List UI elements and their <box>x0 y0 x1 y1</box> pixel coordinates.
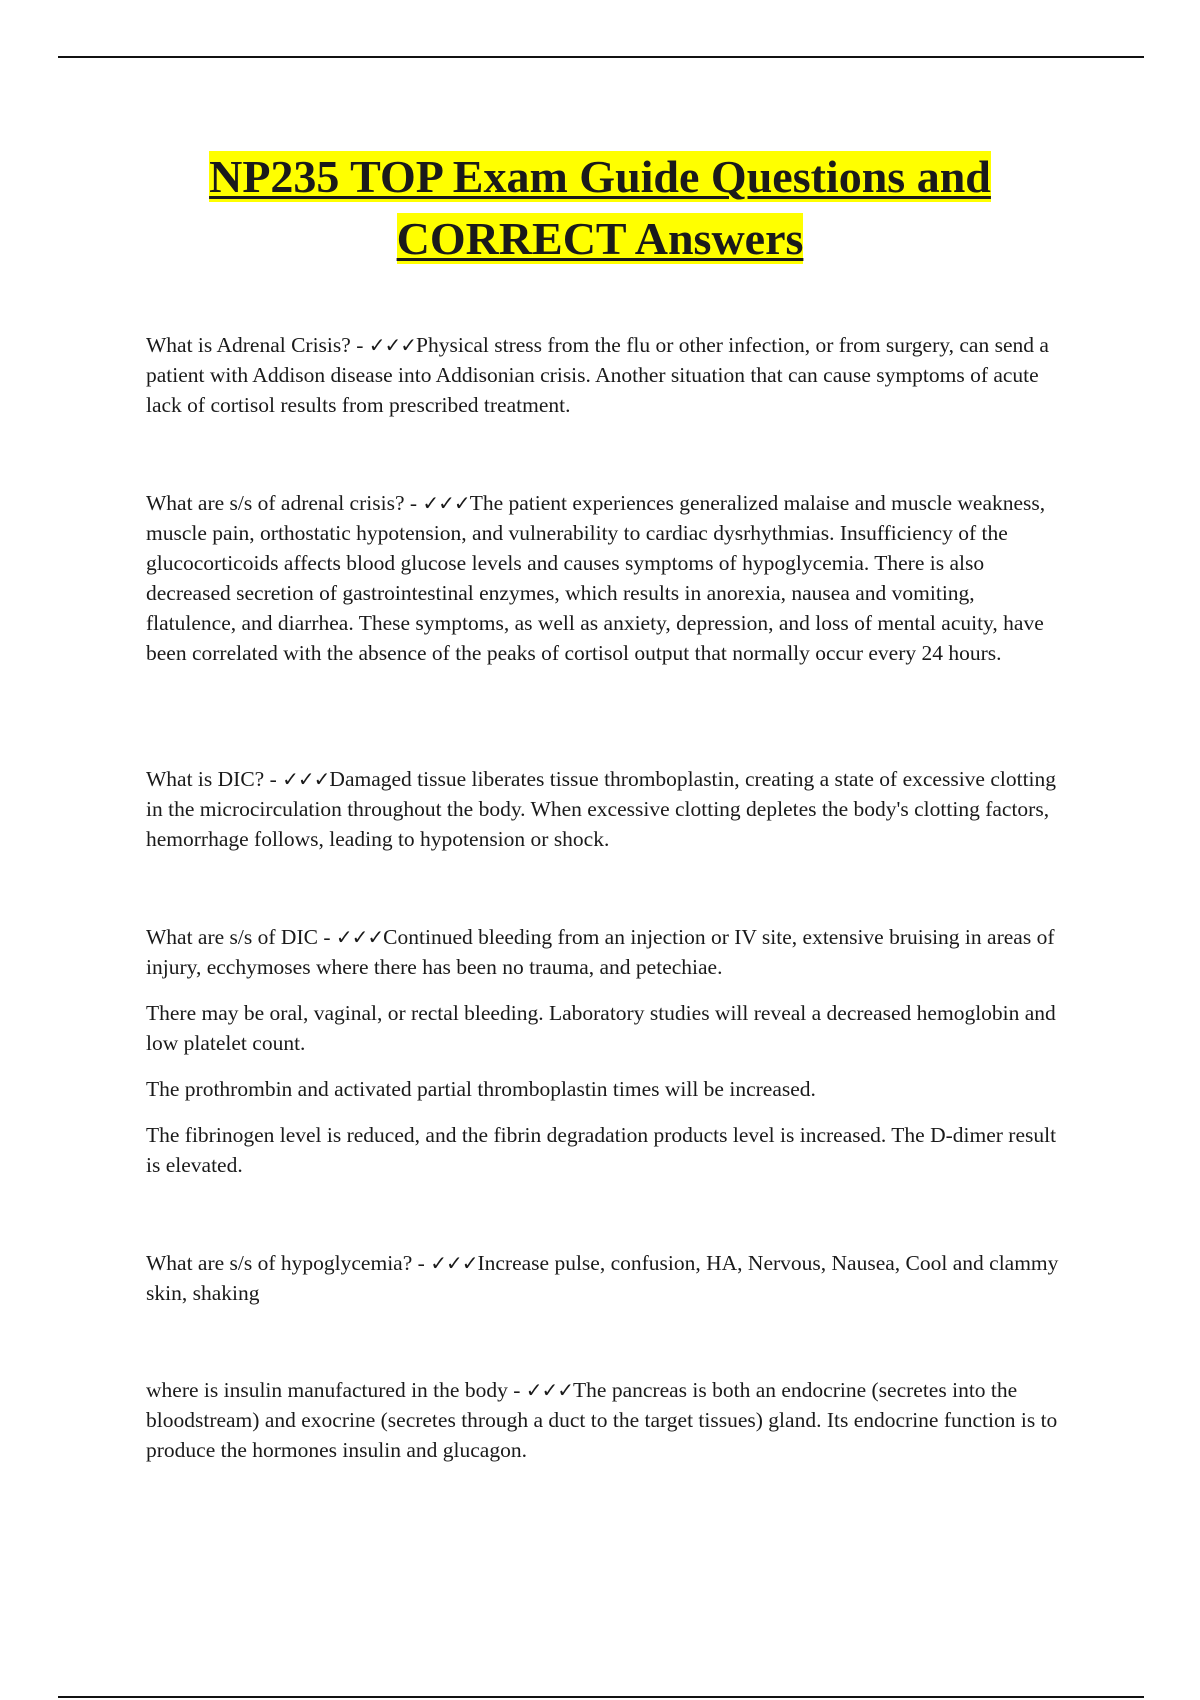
qa-item-adrenal-crisis-ss <box>146 488 1061 684</box>
bottom-rule <box>58 1696 1144 1698</box>
qa-paragraph <box>146 922 1061 982</box>
answer-paragraph: The prothrombin and activated partial thromboplastin times will be increased. <box>146 1077 816 1101</box>
separator: - <box>507 1378 526 1402</box>
document-title <box>100 146 1100 270</box>
separator: - <box>404 491 423 515</box>
checkmarks-icon: ✓✓✓ <box>282 767 330 791</box>
top-rule <box>58 56 1144 58</box>
title-line-2: CORRECT Answers <box>396 213 804 264</box>
qa-item-dic-ss <box>146 922 1061 1196</box>
checkmarks-icon: ✓✓✓ <box>335 925 384 949</box>
question-text: What is Adrenal Crisis? <box>146 333 351 357</box>
answer-paragraph: The fibrinogen level is reduced, and the fibrin degradation products level is increased. The D-dimer result is elevated. <box>146 1123 1057 1177</box>
answer-text: Damaged tissue liberates tissue thromboplastin, creating a state of excessive clotting in the microcirculation throughout the body. When excessive clotting depletes the body's clotting factors, hemorrhage follows, leading to hypotension or shock. <box>146 767 1057 851</box>
question-text: What are s/s of adrenal crisis? <box>146 491 405 515</box>
separator: - <box>264 767 283 791</box>
answer-text: The pancreas is both an endocrine (secretes into the bloodstream) and exocrine (secretes through a duct to the target tissues) gland. Its endocrine function is to produce the hormones insulin and glucagon. <box>146 1378 1058 1462</box>
checkmarks-icon: ✓✓✓ <box>422 491 470 515</box>
qa-item-adrenal-crisis <box>146 330 1061 436</box>
qa-paragraph <box>146 764 1061 854</box>
checkmarks-icon: ✓✓✓ <box>525 1378 574 1402</box>
answer-text: Physical stress from the flu or other infection, or from surgery, can send a patient with Addison disease into Addisonian crisis. Another situation that can cause symptoms of acute lack of cortisol results from prescribed treatment. <box>146 333 1049 417</box>
qa-paragraph <box>146 330 1061 420</box>
qa-item-dic <box>146 764 1061 870</box>
separator: - <box>412 1251 431 1275</box>
qa-paragraph <box>146 1375 1061 1465</box>
question-text: What is DIC? <box>146 767 265 791</box>
answer-paragraph: There may be oral, vaginal, or rectal bleeding. Laboratory studies will reveal a decreased hemoglobin and low platelet count. <box>146 1001 1056 1055</box>
answer-text: Continued bleeding from an injection or IV site, extensive bruising in areas of injury, ecchymoses where there has been no trauma, and petechiae. <box>146 925 1055 979</box>
qa-item-insulin <box>146 1375 1061 1481</box>
qa-paragraph <box>146 1248 1061 1308</box>
separator: - <box>317 925 336 949</box>
question-text: where is insulin manufactured in the body <box>146 1378 508 1402</box>
separator: - <box>350 333 369 357</box>
question-text: What are s/s of DIC <box>146 925 318 949</box>
question-text: What are s/s of hypoglycemia? <box>146 1251 413 1275</box>
answer-text: The patient experiences generalized malaise and muscle weakness, muscle pain, orthostatic hypotension, and vulnerability to cardiac dysrhythmias. Insufficiency of the glucocorticoids affects blood glucose levels and causes symptoms of hypoglycemia. There is also decreased secretion of gastrointestinal enzymes, which results in anorexia, nausea and vomiting, flatulence, and diarrhea. These symptoms, as well as anxiety, depression, and loss of mental acuity, have been correlated with the absence of the peaks of cortisol output that normally occur every 24 hours. <box>146 491 1046 665</box>
checkmarks-icon: ✓✓✓ <box>368 333 417 357</box>
title-line-1: NP235 TOP Exam Guide Questions and <box>209 151 991 202</box>
qa-paragraph <box>146 488 1061 668</box>
checkmarks-icon: ✓✓✓ <box>430 1251 478 1275</box>
answer-text: Increase pulse, confusion, HA, Nervous, Nausea, Cool and clammy skin, shaking <box>146 1251 1059 1305</box>
qa-item-hypoglycemia <box>146 1248 1061 1324</box>
